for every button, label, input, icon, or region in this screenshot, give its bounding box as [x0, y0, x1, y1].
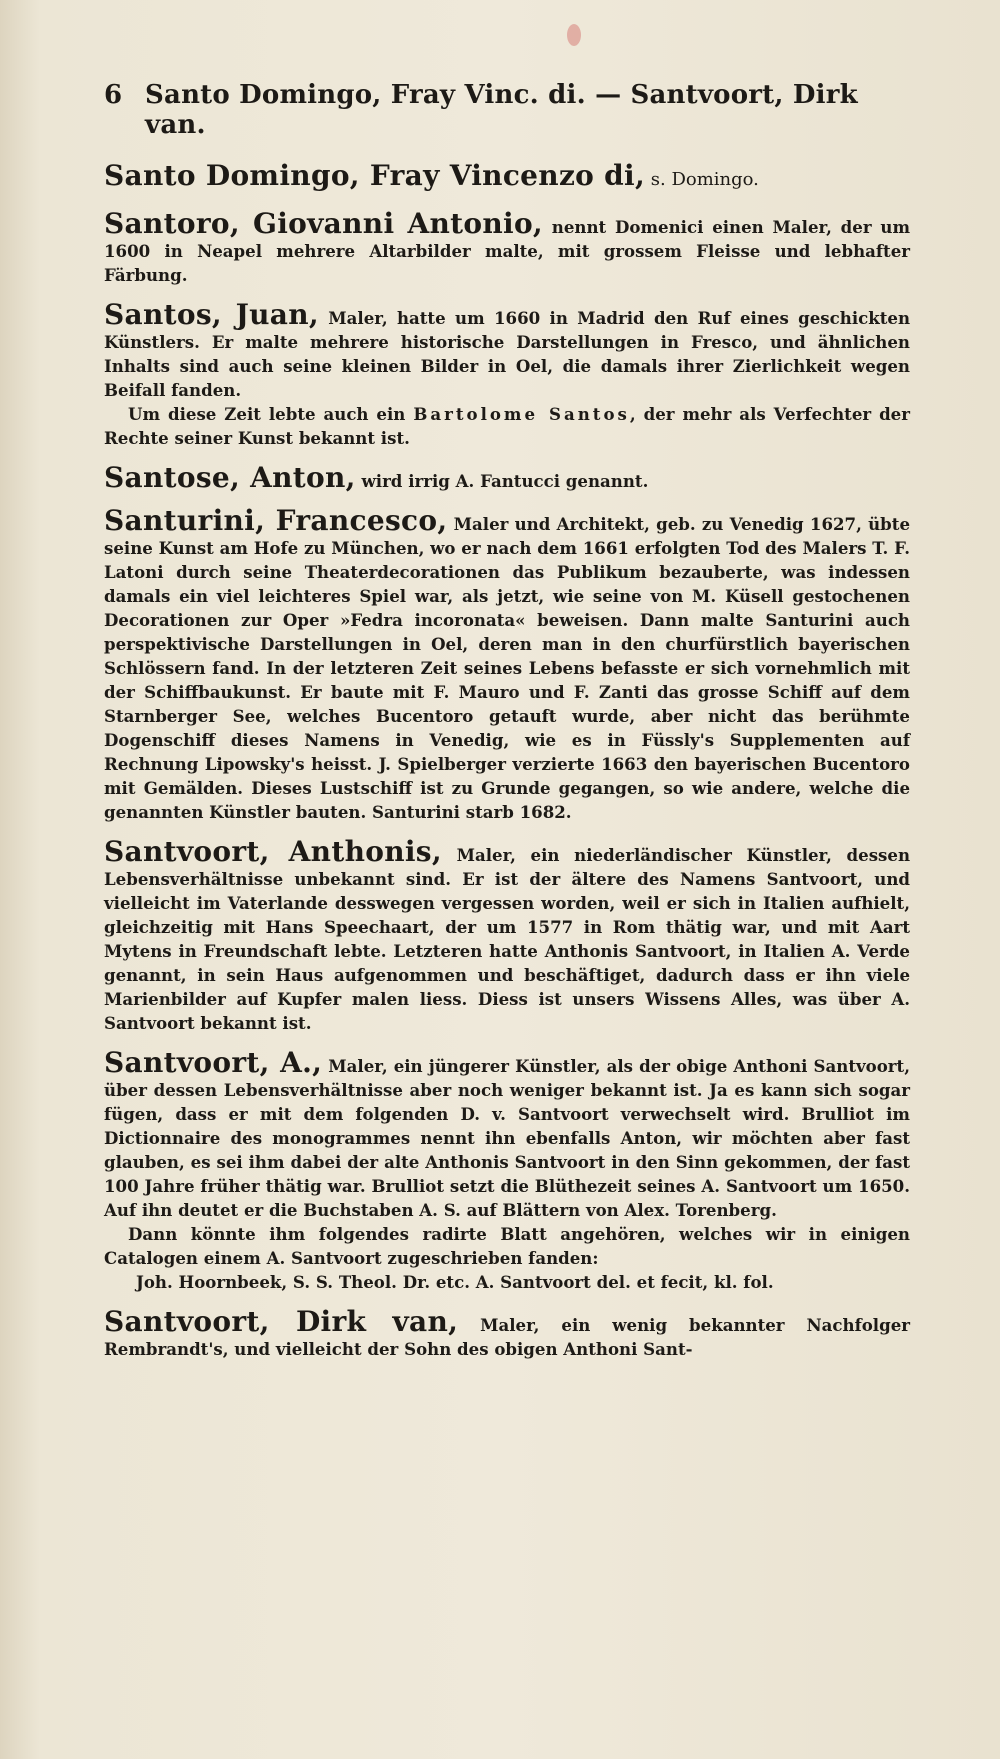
entry-name: Santos, Juan, — [104, 298, 319, 331]
entry-santvoort-dirk — [104, 1305, 911, 1361]
entry-text: wird irrig A. Fantucci genannt. — [355, 471, 649, 491]
stain-mark — [567, 24, 581, 46]
entry-name: Santo Domingo, Fray Vincenzo di, — [104, 159, 646, 192]
entry-santo-domingo — [104, 159, 910, 192]
entry-text: Um diese Zeit lebte auch ein — [128, 404, 414, 424]
entry-text: Dann könnte ihm folgendes radirte Blatt angehören, welches wir in einigen Catalogen einem A. Santvoort zugeschrieben fanden: — [104, 1224, 910, 1268]
entry-santos — [104, 298, 911, 450]
spaced-name: Bartolome Santos — [413, 404, 630, 424]
entry-text: Maler und Architekt, geb. zu Venedig 1627, übte seine Kunst am Hofe zu München, wo er nach dem 1661 erfolgten Tod des Malers T. F. Latoni durch seine Theaterdecorationen das Publikum bezauberte, was indessen damals ein viel leichteres Spiel war, als jetzt, wie seine von M. Küsell gestochenen Decorationen zur Oper »Fedra incoronata« beweisen. Dann malte Santurini auch perspektivische Darstellungen in Oel, deren man in den churfürstlich bayerischen Schlössern fand. In der letzteren Zeit seines Lebens befasste er sich vornehmlich mit der Schiffbaukunst. Er baute mit F. Mauro und F. Zanti das grosse Schiff auf dem Starnberger See, welches Bucentoro getauft wurde, aber nicht das berühmte Dogenschiff dieses Namens in Venedig, wie es in Füssly's Supplementen auf Rechnung Lipowsky's heisst. J. Spielberger verzierte 1663 den bayerischen Bucentoro mit Gemälden. Dieses Lustschiff ist zu Grunde gegangen, so wie andere, welche die genannten Künstler bauten. Santurini starb 1682. — [104, 514, 910, 822]
entry-name: Santvoort, A., — [104, 1046, 323, 1079]
entry-text: Maler, ein niederländischer Künstler, dessen Lebensverhältnisse unbekannt sind. Er ist der ältere des Namens Santvoort, und vielleicht im Vaterlande desswegen vergessen worden, weil er sich in Italien aufhielt, gleichzeitig mit Hans Speechaart, der um 1577 in Rom thätig war, und mit Aart Mytens in Freundschaft lebte. Letzteren hatte Anthonis Santvoort, in Italien A. Verde genannt, in sein Haus aufgenommen und beschäftiget, dadurch dass er ihn viele Marienbilder auf Kupfer malen liess. Diess ist unsers Wissens Alles, was über A. Santvoort bekannt ist. — [104, 845, 911, 1033]
entry-text: Maler, ein jüngerer Künstler, als der obige Anthoni Santvoort, über dessen Lebensverhältnisse aber noch weniger bekannt ist. Ja es kann sich sogar fügen, dass er mit dem folgenden D. v. Santvoort verwechselt wird. Brulliot im Dictionnaire des monogrammes nennt ihn ebenfalls Anton, wir möchten aber fast glauben, es sei ihm dabei der alte Anthonis Santvoort in den Sinn gekommen, der fast 100 Jahre früher thätig war. Brulliot setzt die Blüthezeit seines A. Santvoort um 1650. Auf ihn deutet er die Buchstaben A. S. auf Blättern von Alex. Torenberg. — [104, 1056, 910, 1220]
page-header — [104, 80, 910, 140]
entry-santoro — [104, 207, 910, 287]
entry-text: , der mehr als Verfechter der Rechte seiner Kunst bekannt ist. — [104, 404, 910, 448]
entry-santose — [104, 461, 910, 494]
entry-name: Santvoort, Anthonis, — [104, 835, 442, 868]
entry-santvoort-anthonis — [104, 835, 911, 1035]
entry-name: Santvoort, Dirk van, — [104, 1305, 459, 1338]
entry-name: Santoro, Giovanni Antonio, — [104, 207, 543, 240]
entry-name: Santose, Anton, — [104, 461, 356, 494]
running-title: Santo Domingo, Fray Vinc. di. — Santvoort, Dirk van. — [145, 80, 858, 140]
entry-text: Maler, hatte um 1660 in Madrid den Ruf eines geschickten Künstlers. Er malte mehrere historische Darstellungen in Fresco, und ähnlichen Inhalts sind auch seine kleinen Bilder in Oel, die damals ihrer Zierlichkeit wegen Beifall fanden. — [104, 308, 911, 400]
entry-santurini — [104, 504, 910, 824]
entry-text: Maler, ein wenig bekannter Nachfolger Rembrandt's, und vielleicht der Sohn des obigen Anthoni Sant- — [104, 1315, 911, 1359]
entry-name: Santurini, Francesco, — [104, 504, 448, 537]
entry-text: nennt Domenici einen Maler, der um 1600 in Neapel mehrere Altarbilder malte, mit grossem Fleisse und lebhafter Färbung. — [104, 217, 910, 285]
page-number: 6 — [104, 80, 123, 110]
entry-text: s. Domingo. — [645, 169, 759, 190]
entry-santvoort-a — [104, 1046, 910, 1294]
entry-citation: Joh. Hoornbeek, S. S. Theol. Dr. etc. A. Santvoort del. et fecit, kl. fol. — [136, 1272, 774, 1292]
